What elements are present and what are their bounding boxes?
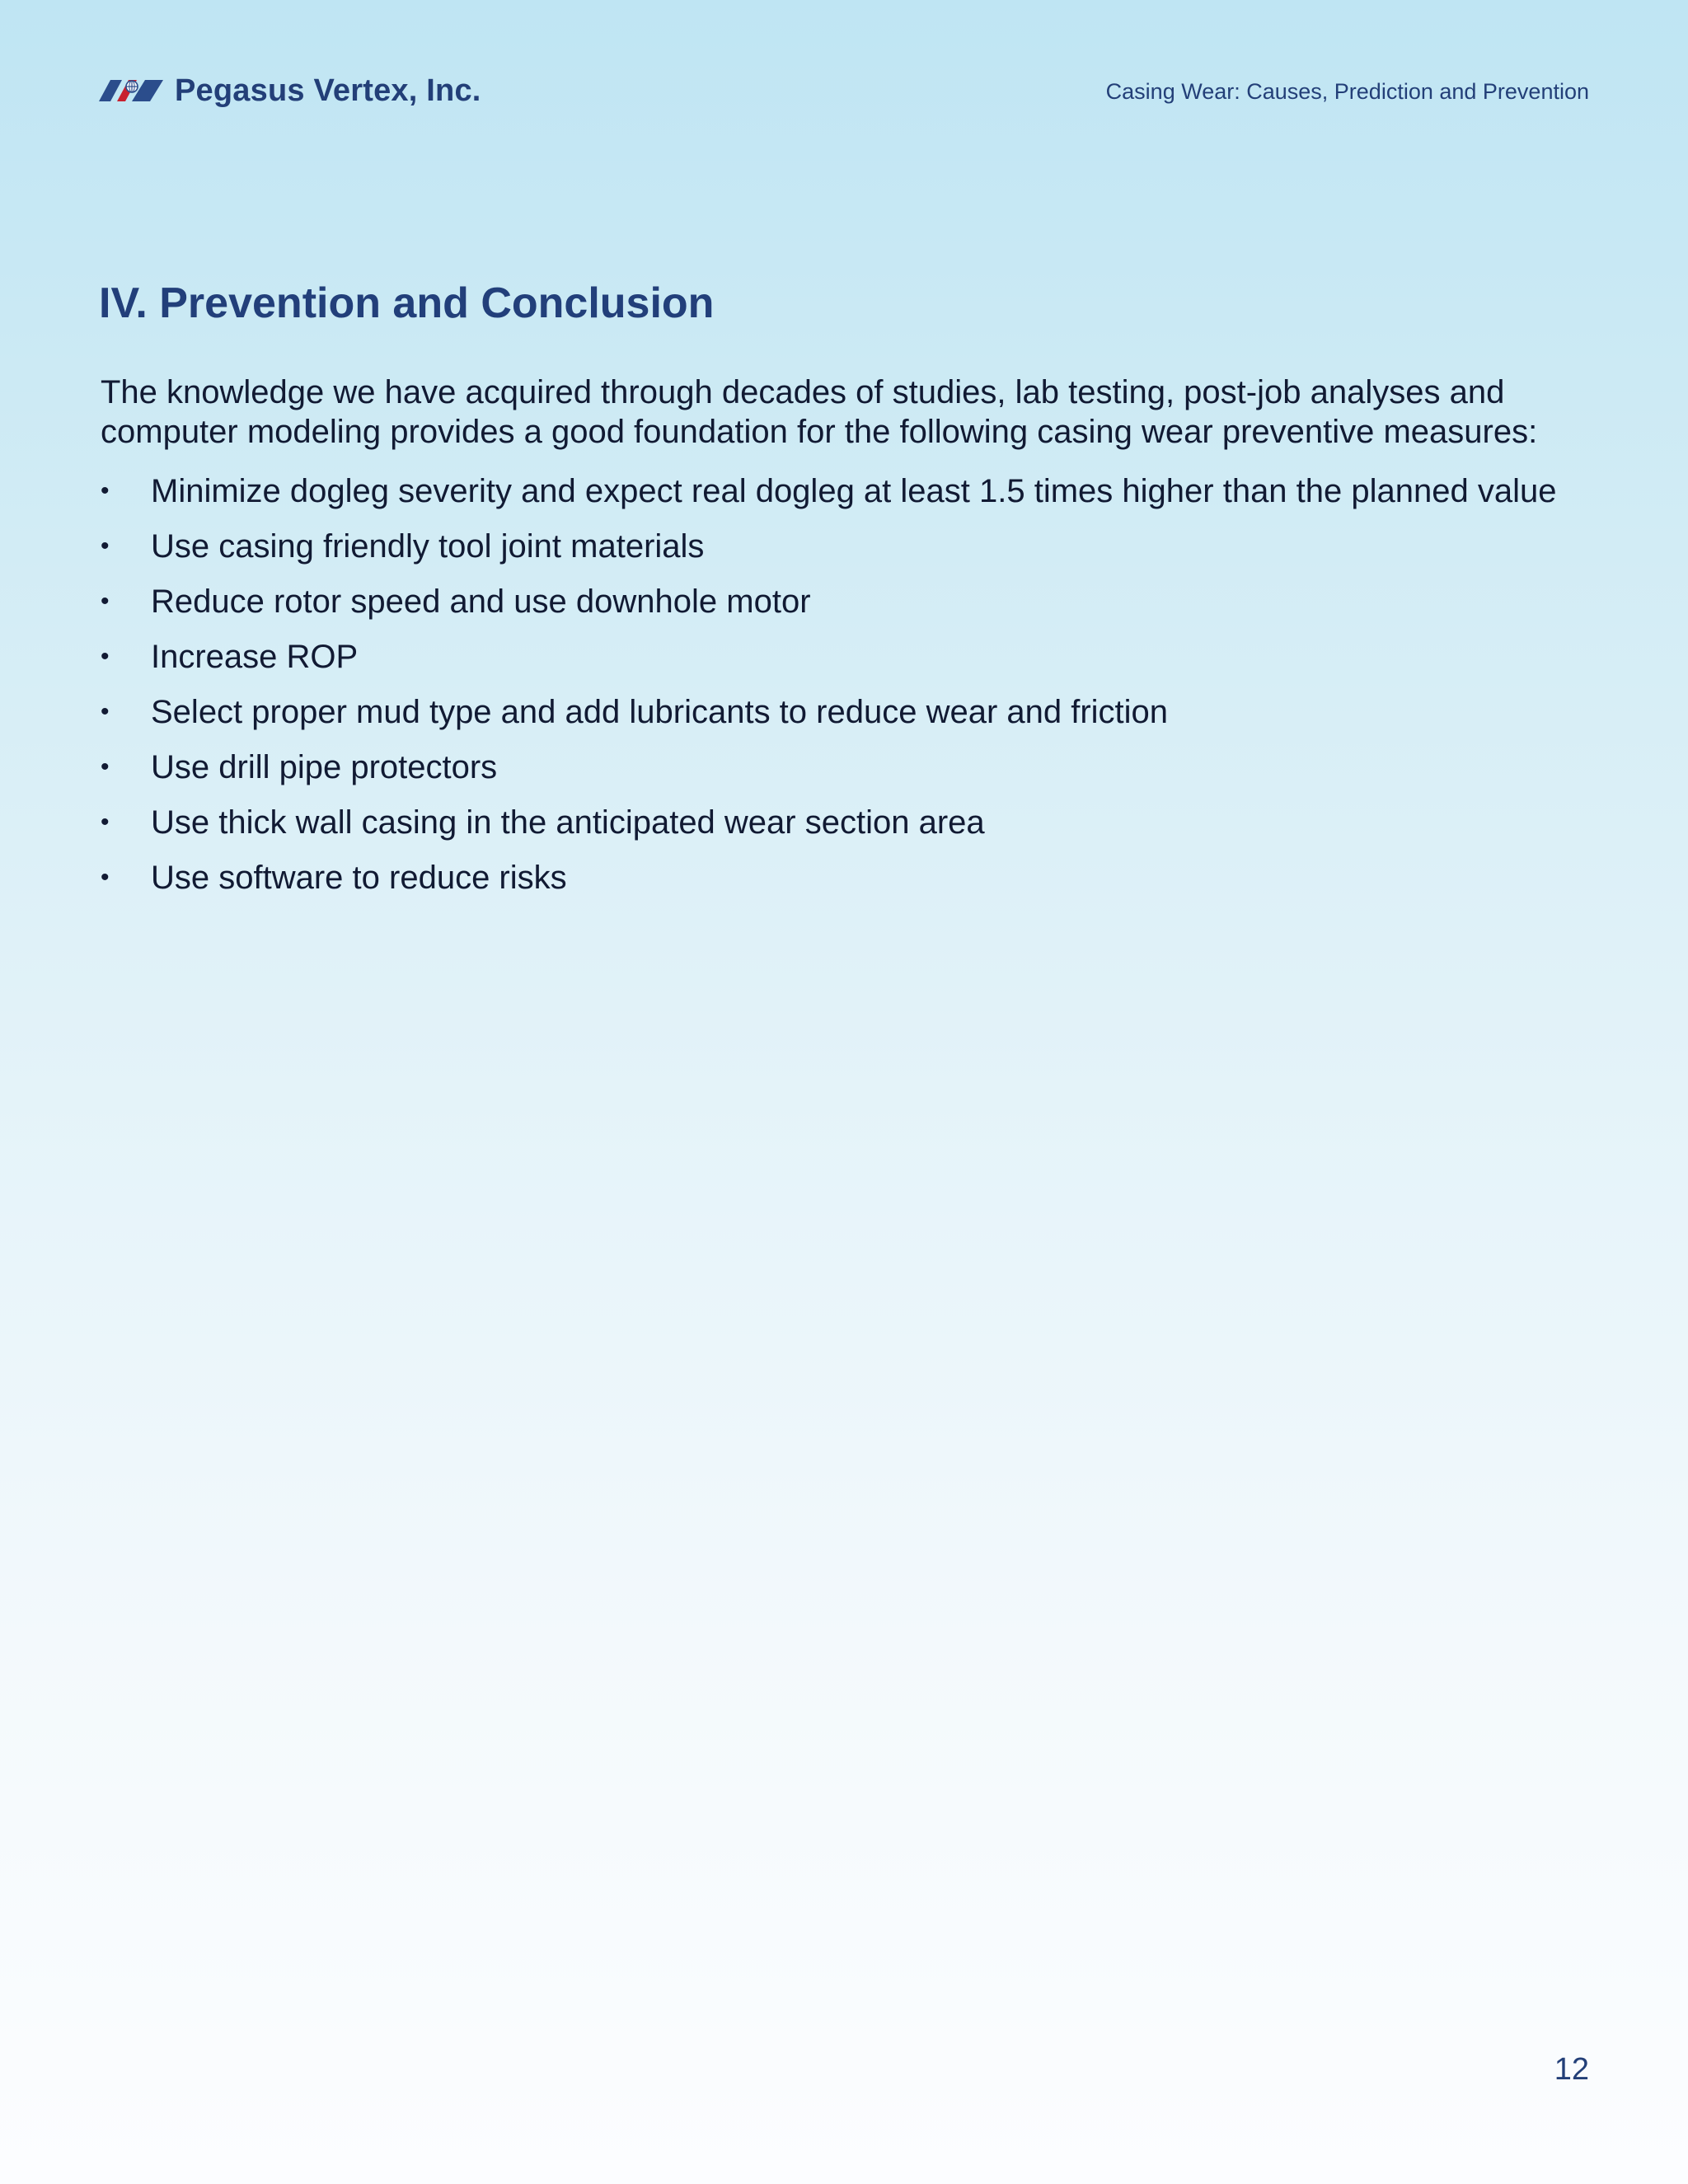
company-brand	[99, 68, 481, 114]
measure-text: Select proper mud type and add lubricants to reduce wear and friction	[151, 694, 1169, 730]
bullet-icon: •	[101, 753, 110, 780]
page-number: 12	[1554, 2052, 1589, 2087]
list-item	[101, 745, 1617, 800]
bullet-icon: •	[101, 698, 110, 725]
list-item	[101, 855, 1617, 911]
measure-text: Use thick wall casing in the anticipated wear section area	[151, 804, 985, 841]
pegasus-vertex-logo-icon	[99, 77, 163, 105]
list-item	[101, 469, 1617, 524]
measure-text: Reduce rotor speed and use downhole motor	[151, 583, 811, 620]
list-item	[101, 690, 1617, 745]
bullet-icon: •	[101, 588, 110, 615]
bullet-icon: •	[101, 864, 110, 891]
list-item	[101, 579, 1617, 635]
measure-text: Minimize dogleg severity and expect real dogleg at least 1.5 times higher than the planned value	[151, 473, 1557, 509]
company-name: Pegasus Vertex, Inc.	[175, 73, 481, 108]
bullet-icon: •	[101, 532, 110, 560]
list-item	[101, 800, 1617, 855]
measure-text: Use software to reduce risks	[151, 860, 567, 896]
bullet-icon: •	[101, 808, 110, 836]
measure-text: Increase ROP	[151, 639, 359, 675]
bullet-icon: •	[101, 477, 110, 504]
page-header	[99, 68, 1589, 114]
document-title: Casing Wear: Causes, Prediction and Prevention	[1105, 79, 1589, 104]
measure-text: Use drill pipe protectors	[151, 749, 498, 785]
preventive-measures-list	[101, 469, 1617, 911]
intro-paragraph: The knowledge we have acquired through decades of studies, lab testing, post-job analyses and computer modeling provides a good foundation for the following casing wear preventive measures:	[101, 374, 1538, 450]
bullet-icon: •	[101, 643, 110, 670]
list-item	[101, 524, 1617, 579]
list-item	[101, 635, 1617, 690]
measure-text: Use casing friendly tool joint materials	[151, 528, 705, 565]
section-heading: IV. Prevention and Conclusion	[99, 279, 715, 327]
